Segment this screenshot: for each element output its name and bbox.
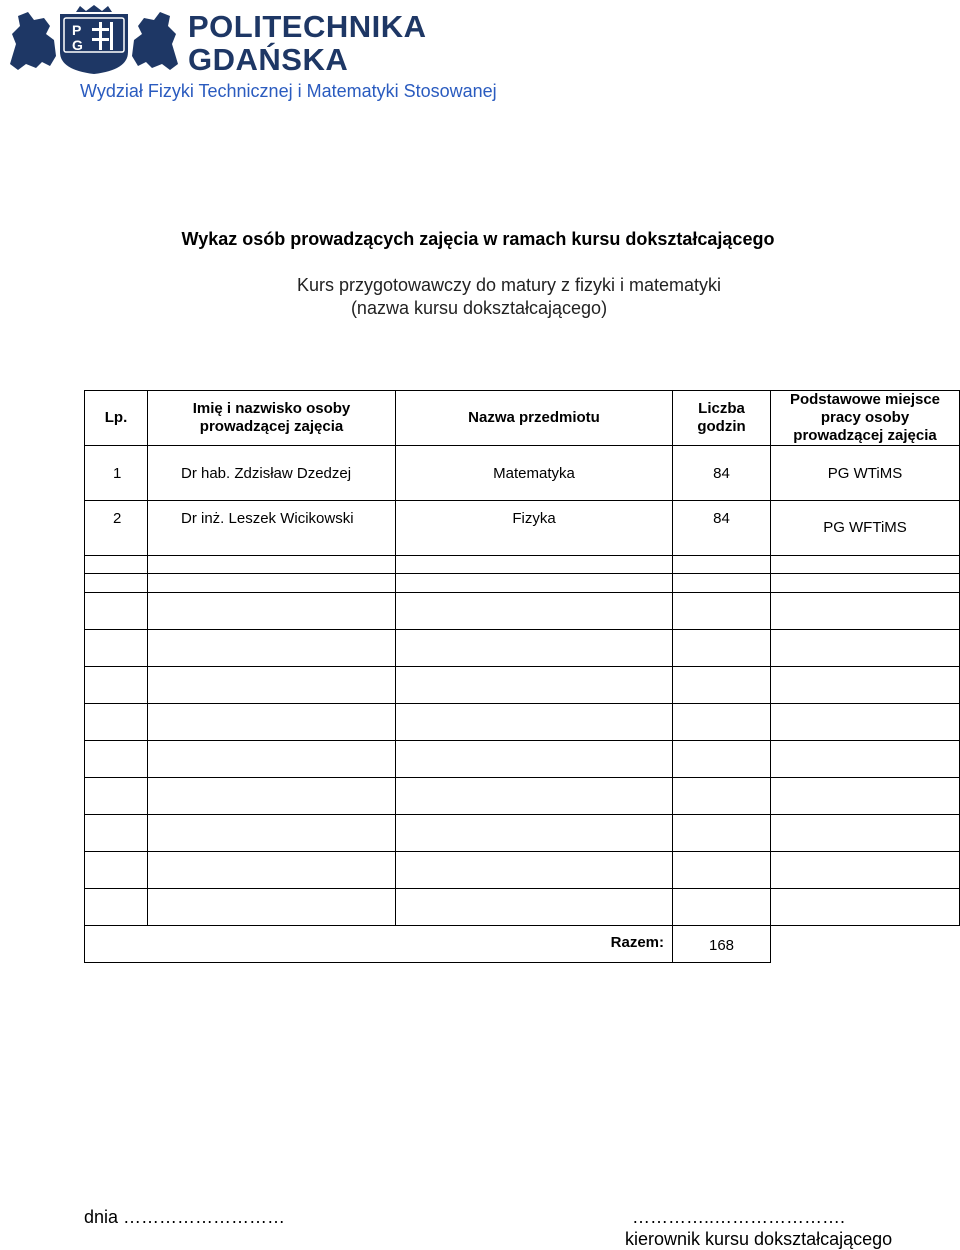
row-subject: Fizyka — [396, 501, 673, 556]
empty-row — [85, 704, 960, 741]
empty-row — [85, 556, 960, 574]
header-subject: Nazwa przedmiotu — [396, 391, 673, 446]
empty-row — [85, 574, 960, 593]
faculty-name: Wydział Fizyki Technicznej i Matematyki Stosowanej — [80, 81, 497, 101]
empty-row — [85, 852, 960, 889]
row-workplace: PG WTiMS — [771, 446, 960, 501]
header-hours: Liczba godzin — [673, 391, 771, 446]
logo-wordmark — [188, 10, 427, 76]
total-row — [85, 926, 960, 963]
table-row — [85, 446, 960, 501]
row-workplace: PG WFTiMS — [771, 501, 960, 556]
university-logo — [6, 4, 426, 76]
svg-text:P: P — [72, 22, 82, 38]
table-row — [85, 501, 960, 556]
table-header-row — [85, 391, 960, 446]
document-title: Wykaz osób prowadzących zajęcia w ramach kursu dokształcającego — [181, 229, 775, 249]
total-label: Razem: — [85, 926, 673, 963]
signature-line: …………..…………………. — [632, 1207, 846, 1227]
empty-row — [85, 778, 960, 815]
row-name: Dr hab. Zdzisław Dzedzej — [148, 446, 396, 501]
empty-row — [85, 630, 960, 667]
row-hours: 84 — [673, 501, 771, 556]
instructors-table — [84, 390, 960, 963]
logo-line-2: GDAŃSKA — [188, 42, 349, 77]
header-workplace: Podstawowe miejsce pracy osoby prowadzącej zajęcia — [771, 391, 960, 446]
empty-row — [85, 815, 960, 852]
row-lp: 1 — [85, 446, 148, 501]
header-lp: Lp. — [85, 391, 148, 446]
row-subject: Matematyka — [396, 446, 673, 501]
empty-row — [85, 667, 960, 704]
row-hours: 84 — [673, 446, 771, 501]
total-value: 168 — [673, 926, 771, 963]
empty-row — [85, 889, 960, 926]
row-lp: 2 — [85, 501, 148, 556]
svg-text:G: G — [72, 37, 83, 53]
row-name: Dr inż. Leszek Wicikowski — [148, 501, 396, 556]
header-name: Imię i nazwisko osoby prowadzącej zajęcia — [148, 391, 396, 446]
crest-icon — [6, 4, 182, 76]
course-name: Kurs przygotowawczy do matury z fizyki i matematyki — [296, 275, 722, 295]
date-line: dnia ……………………… — [84, 1207, 286, 1227]
signature-role: kierownik kursu dokształcającego — [625, 1229, 893, 1249]
logo-line-1: POLITECHNIKA — [188, 9, 427, 44]
course-name-hint: (nazwa kursu dokształcającego) — [350, 298, 608, 318]
empty-row — [85, 593, 960, 630]
empty-row — [85, 741, 960, 778]
